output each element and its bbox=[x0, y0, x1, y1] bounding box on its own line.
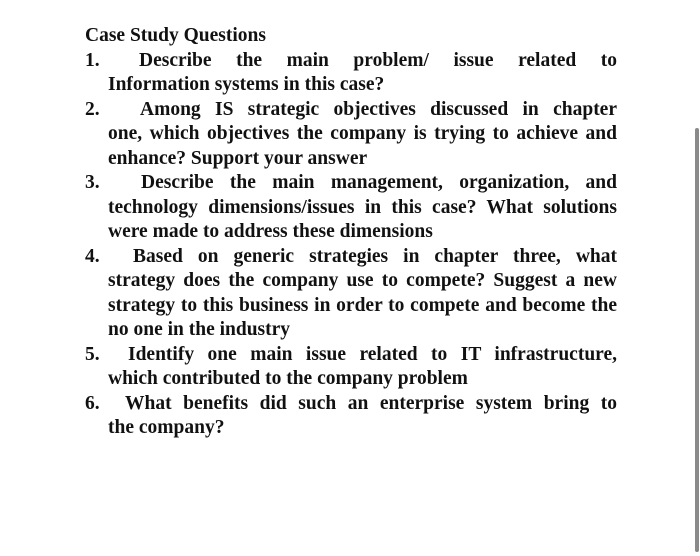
question-text-line1: Based on generic strategies in chapter three, what bbox=[133, 245, 617, 267]
question-text-line1: Among IS strategic objectives discussed in chapter bbox=[140, 98, 617, 120]
question-text-line1: Identify one main issue related to IT infrastructure, bbox=[128, 343, 617, 365]
question-number: 4. bbox=[85, 245, 100, 267]
question-number: 6. bbox=[85, 392, 100, 414]
document-body bbox=[85, 24, 617, 441]
question-number: 2. bbox=[85, 98, 100, 120]
question-text: one, which objectives the company is trying to achieve and enhance? Support your answer bbox=[108, 123, 617, 169]
question-text-line1: What benefits did such an enterprise system bring to bbox=[125, 392, 617, 414]
question-text: the company? bbox=[108, 417, 225, 438]
question-text: which contributed to the company problem bbox=[108, 368, 468, 389]
question-2 bbox=[85, 98, 617, 172]
question-text: Information systems in this case? bbox=[108, 74, 385, 95]
question-number: 3. bbox=[85, 172, 100, 193]
question-text-line1: Describe the main problem/ issue related to bbox=[139, 49, 617, 71]
question-3 bbox=[85, 171, 617, 245]
question-6 bbox=[85, 392, 617, 441]
question-number: 1. bbox=[85, 49, 100, 71]
question-text-line1: Describe the main management, organization, and bbox=[141, 172, 617, 193]
document-title: Case Study Questions bbox=[85, 25, 266, 46]
question-number: 5. bbox=[85, 343, 100, 365]
question-5 bbox=[85, 343, 617, 392]
vertical-scrollbar[interactable] bbox=[695, 128, 699, 552]
question-text: technology dimensions/issues in this case? What solutions were made to address these dimensions bbox=[108, 196, 617, 242]
question-4 bbox=[85, 245, 617, 343]
question-1 bbox=[85, 49, 617, 98]
question-text: strategy does the company use to compete? Suggest a new strategy to this business in order to compete and become the no one in the industry bbox=[108, 270, 617, 340]
